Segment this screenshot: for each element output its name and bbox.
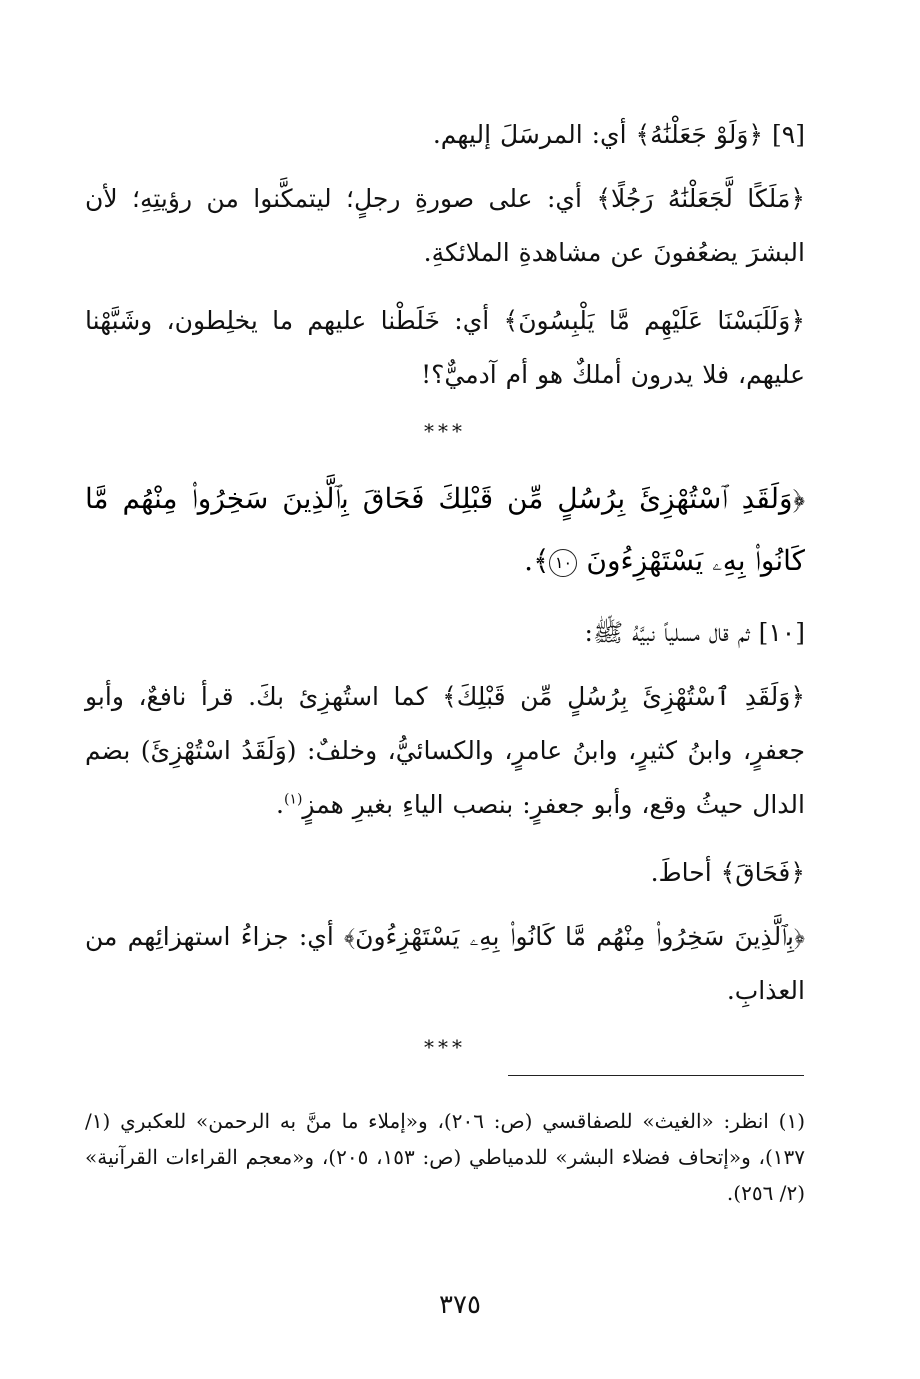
paragraph-confusion: ﴿وَلَلَبَسْنَا عَلَيْهِم مَّا يَلْبِسُونَ﴾ أي: خَلَطْنا عليهم ما يخلِطون، وشَبَّهْنا عليهم، فلا يدرون أملكٌ هو أم آدميٌّ؟! (85, 306, 805, 389)
section-separator: *** (424, 419, 466, 443)
paragraph-punishment: ﴿بِٱلَّذِينَ سَخِرُوا۟ مِنْهُم مَّا كَانُوا۟ بِهِۦ يَسْتَهْزِءُونَ﴾ أي: جزاءُ استهزائِهم من العذابِ. (85, 922, 805, 1005)
readings-text: ﴿وَلَقَدِ ٱسْتُهْزِئَ بِرُسُلٍ مِّن قَبْلِكَ﴾ كما استُهزِئ بكَ. قرأ نافعٌ، وأبو جعفرٍ، وابنُ كثيرٍ، وابنُ عامرٍ، والكسائيُّ، وخلفٌ: (وَلَقَدُ اسْتُهْزِئَ) بضم الدال حيثُ وقع، وأبو جعفرٍ: بنصب الياءِ بغيرِ همزٍ (85, 682, 805, 819)
footnote-reference[interactable]: (١) (283, 791, 303, 808)
paragraph-readings (85, 670, 805, 832)
paragraph-verse-10-intro: [١٠] ثم قال مسلياً نبيَّهُ ﷺ: (584, 618, 805, 647)
readings-text-end: . (275, 790, 284, 819)
main-text (85, 108, 805, 1084)
quran-verse-text: ﴿وَلَقَدِ ٱسْتُهْزِئَ بِرُسُلٍ مِّن قَبْلِكَ فَحَاقَ بِٱلَّذِينَ سَخِرُوا۟ مِنْهُم مَّا كَانُوا۟ بِهِۦ يَسْتَهْزِءُونَ (85, 482, 805, 577)
paragraph-verse-9: [٩] ﴿وَلَوْ جَعَلْنَٰهُ﴾ أي: المرسَلَ إليهم. (432, 120, 805, 149)
footnote-divider (508, 1075, 804, 1076)
paragraph-angel-as-man: ﴿مَلَكًا لَّجَعَلْنَٰهُ رَجُلًا﴾ أي: على صورةِ رجلٍ؛ ليتمكَّنوا من رؤيتِهِ؛ لأن البشرَ يضعُفونَ عن مشاهدةِ الملائكةِ. (85, 184, 805, 267)
section-separator-2: *** (424, 1035, 466, 1059)
ayah-number-marker: ١٠ (549, 549, 577, 577)
paragraph-encompassed: ﴿فَحَاقَ﴾ أحاطَ. (650, 858, 805, 887)
quran-verse-10 (85, 468, 805, 592)
footnote: (١) انظر: «الغيث» للصفاقسي (ص: ٢٠٦)، و«إملاء ما منَّ به الرحمن» للعكبري (١/ ١٣٧)، و«إتحاف فضلاء البشر» للدمياطي (ص: ١٥٣، ٢٠٥)، و«معجم القراءات القرآنية» (٢/ ٢٥٦). (85, 1109, 806, 1205)
quran-verse-end: ﴾. (524, 544, 550, 577)
page-number: ٣٧٥ (439, 1290, 481, 1320)
